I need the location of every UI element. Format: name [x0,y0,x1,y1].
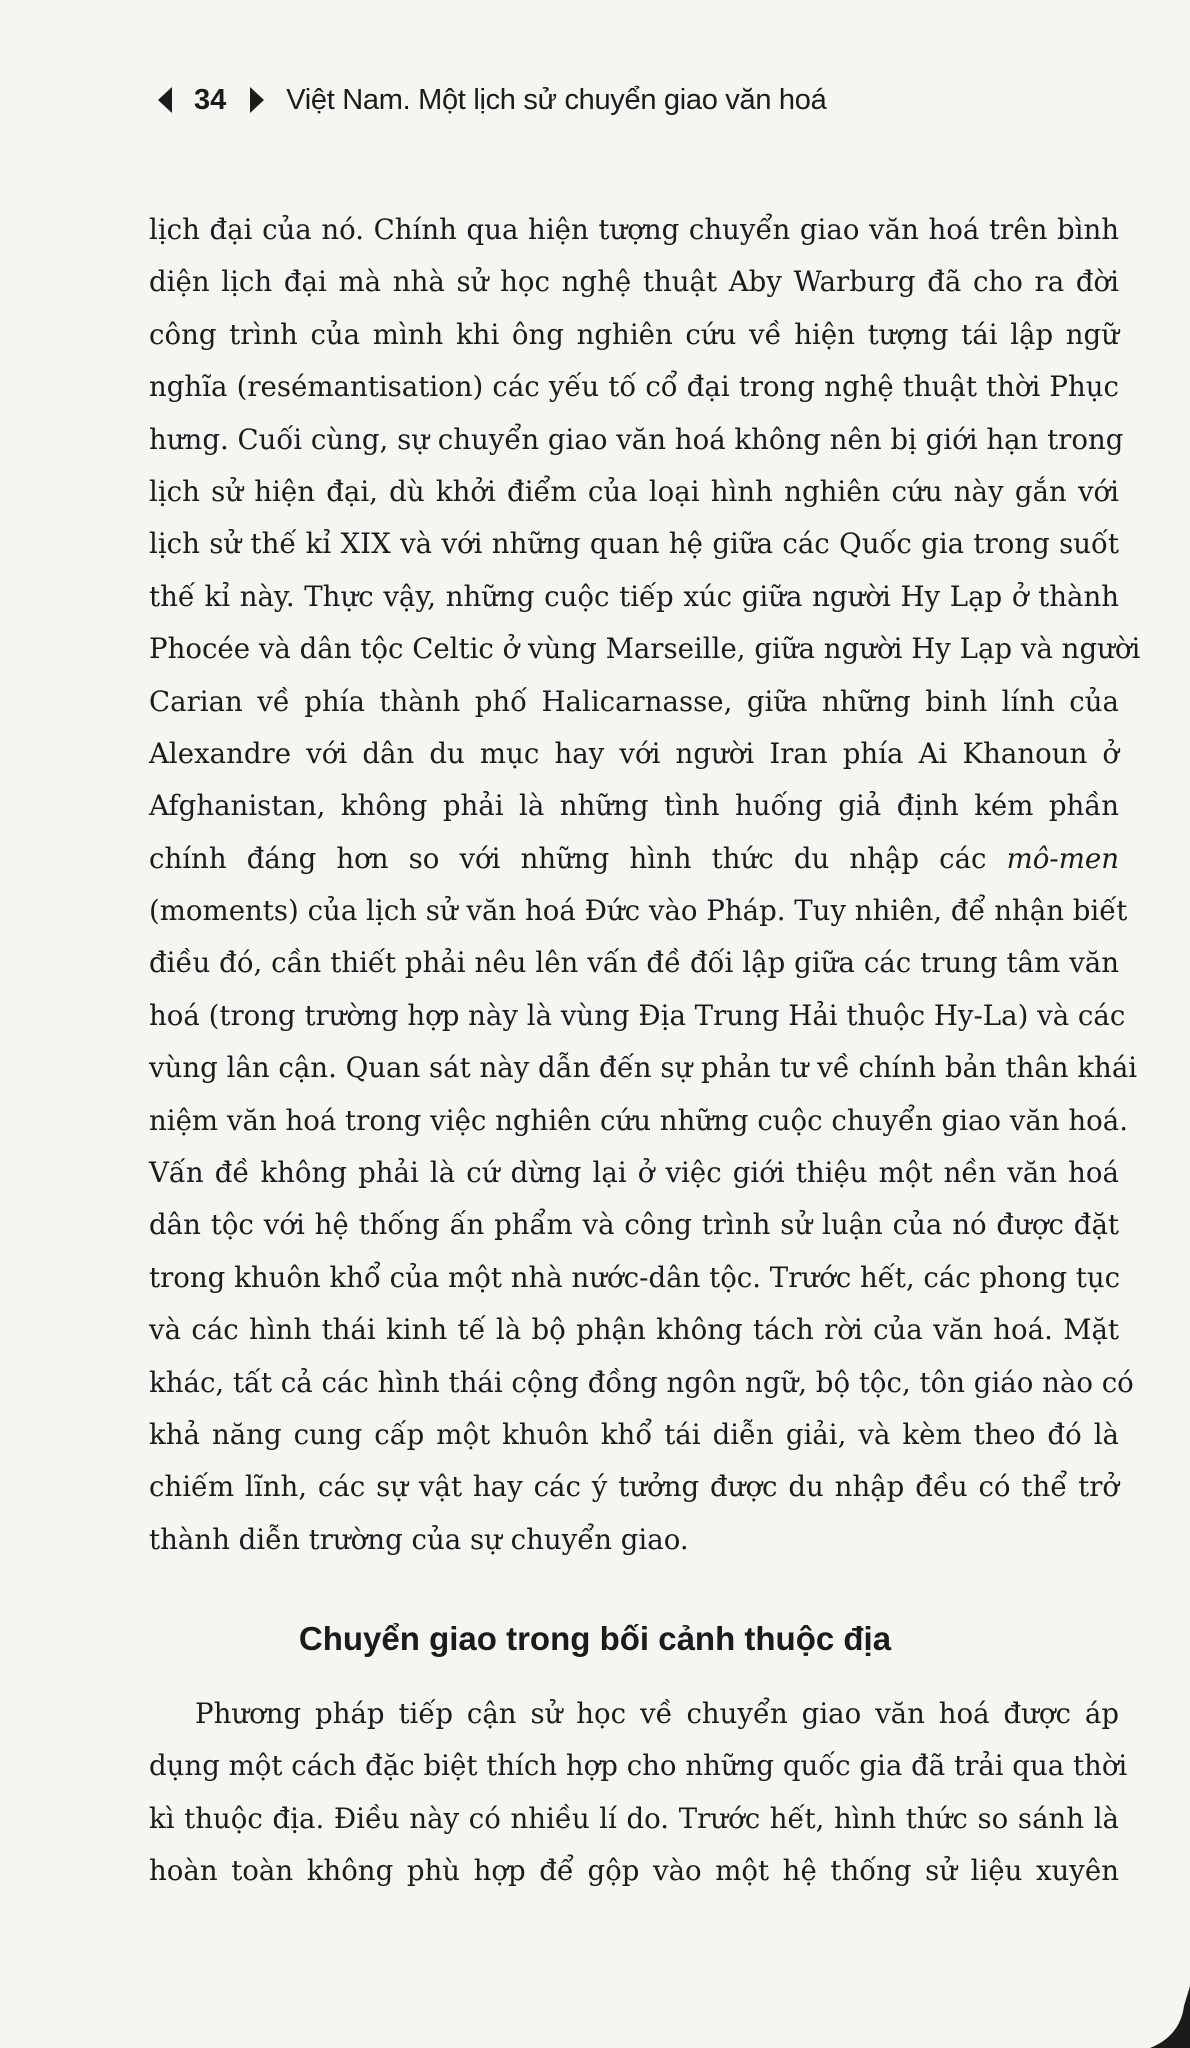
text-line: vùng lân cận. Quan sát này dẫn đến sự phản tư về chính bản thân khái [149,1051,1138,1085]
text-line: lịch sử hiện đại, dù khởi điểm của loại hình nghiên cứu này gắn với [149,474,1119,508]
text-line: Carian về phía thành phố Halicarnasse, giữa những binh lính của [149,684,1119,718]
text-line: lịch sử thế kỉ XIX và với những quan hệ giữa các Quốc gia trong suốt [149,527,1119,561]
text-line: (moments) của lịch sử văn hoá Đức vào Pháp. Tuy nhiên, để nhận biết [149,894,1128,928]
book-title: Việt Nam. Một lịch sử chuyển giao văn hoá [286,83,827,116]
text-line: hoá (trong trường hợp này là vùng Địa Trung Hải thuộc Hy-La) và các [149,998,1126,1032]
text-line: và các hình thái kinh tế là bộ phận không tách rời của văn hoá. Mặt [149,1313,1119,1347]
text-segment: chính đáng hơn so với những hình thức du nhập các [149,841,987,875]
text-line: Phocée và dân tộc Celtic ở vùng Marseille, giữa người Hy Lạp và người [149,632,1141,666]
text-line: khác, tất cả các hình thái cộng đồng ngôn ngữ, bộ tộc, tôn giáo nào có [149,1365,1134,1399]
text-line: diện lịch đại mà nhà sử học nghệ thuật Aby Warburg đã cho ra đời [149,265,1119,299]
text-line: công trình của mình khi ông nghiên cứu về hiện tượng tái lập ngữ [149,317,1119,351]
previous-page-triangle-icon [158,87,172,113]
paragraph-2 [149,1688,1128,1898]
page-number: 34 [194,83,227,116]
text-line: hoàn toàn không phù hợp để gộp vào một hệ thống sử liệu xuyên [149,1854,1119,1888]
section-heading: Chuyển giao trong bối cảnh thuộc địa [298,1620,892,1657]
text-line: nghĩa (resémantisation) các yếu tố cổ đại trong nghệ thuật thời Phục [149,370,1119,404]
text-line: Alexandre với dân du mục hay với người Iran phía Ai Khanoun ở [149,736,1119,770]
text-line: Phương pháp tiếp cận sử học về chuyển giao văn hoá được áp [195,1697,1119,1730]
text-line: Vấn đề không phải là cứ dừng lại ở việc giới thiệu một nền văn hoá [149,1156,1119,1190]
text-line: kì thuộc địa. Điều này có nhiều lí do. Trước hết, hình thức so sánh là [149,1801,1119,1835]
text-line: khả năng cung cấp một khuôn khổ tái diễn giải, và kèm theo đó là [149,1417,1119,1451]
text-line: chiếm lĩnh, các sự vật hay các ý tưởng được du nhập đều có thể trở [149,1470,1119,1504]
page-corner-shadow-icon [1150,1986,1190,2048]
paragraph-1 [149,204,1141,1566]
text-line: hưng. Cuối cùng, sự chuyển giao văn hoá không nên bị giới hạn trong [149,422,1124,456]
text-line: lịch đại của nó. Chính qua hiện tượng chuyển giao văn hoá trên bình [149,213,1119,246]
next-page-triangle-icon [250,87,264,113]
text-line: dân tộc với hệ thống ấn phẩm và công trình sử luận của nó được đặt [149,1208,1119,1242]
running-head [158,78,826,122]
text-line: điều đó, cần thiết phải nêu lên vấn đề đối lập giữa các trung tâm văn [149,946,1119,980]
italic-term: mô-men [1006,841,1119,875]
text-line: trong khuôn khổ của một nhà nước-dân tộc. Trước hết, các phong tục [149,1260,1121,1294]
text-line-with-italic [149,833,1119,885]
text-line: Afghanistan, không phải là những tình huống giả định kém phần [149,789,1119,823]
text-line: niệm văn hoá trong việc nghiên cứu những cuộc chuyển giao văn hoá. [149,1103,1128,1137]
text-line: thế kỉ này. Thực vậy, những cuộc tiếp xúc giữa người Hy Lạp ở thành [149,579,1119,613]
text-line: thành diễn trường của sự chuyển giao. [149,1522,689,1556]
text-line: dụng một cách đặc biệt thích hợp cho những quốc gia đã trải qua thời [149,1749,1128,1783]
